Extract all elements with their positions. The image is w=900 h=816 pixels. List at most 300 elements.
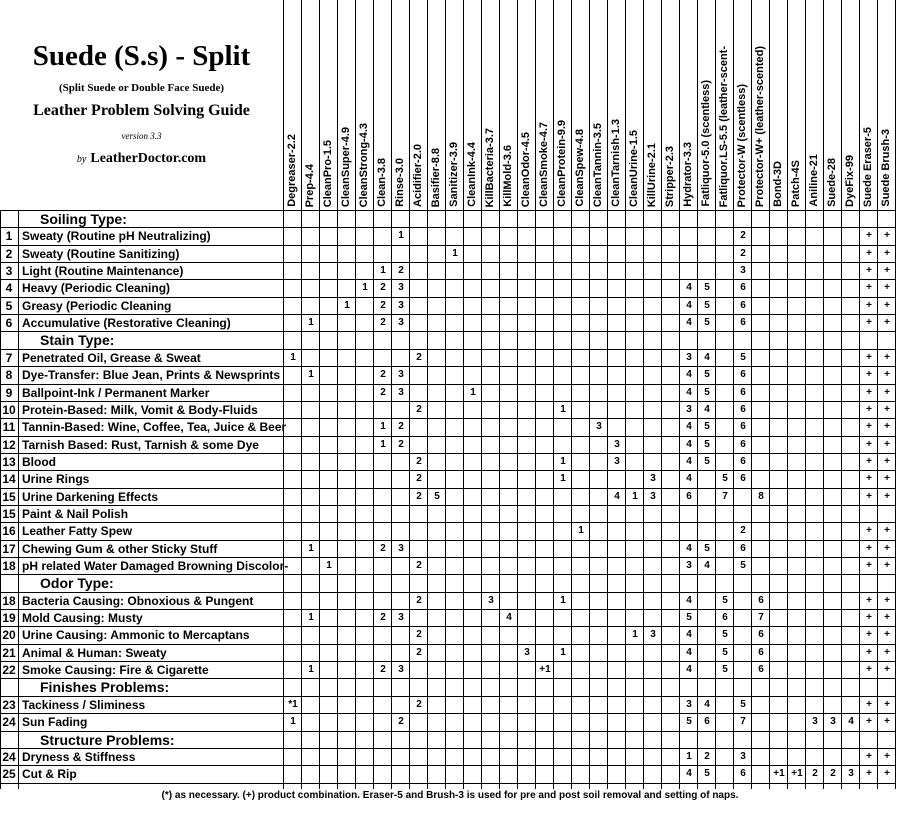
column-header-label: Prep-4.4 xyxy=(304,163,316,207)
column-header-label: CleanProtein-9.9 xyxy=(556,120,568,207)
cell-value: 7 xyxy=(740,716,746,727)
row-number: 21 xyxy=(2,646,16,660)
grid-hline xyxy=(0,661,895,662)
column-header-label: Protector-W+ (leather-scented) xyxy=(754,45,766,207)
grid-hline xyxy=(0,765,895,766)
row-number: 14 xyxy=(2,472,16,486)
cell-value: + xyxy=(884,317,890,328)
column-header xyxy=(517,0,535,210)
grid-hline xyxy=(0,227,895,228)
column-header xyxy=(661,0,679,210)
column-header-label: CleanTarnish-1.3 xyxy=(610,119,622,207)
column-header xyxy=(283,0,301,210)
row-label: Urine Rings xyxy=(22,472,90,486)
cell-value: + xyxy=(884,751,890,762)
cell-value: +1 xyxy=(539,664,551,675)
row-number: 19 xyxy=(2,611,16,625)
cell-value: 2 xyxy=(704,751,710,762)
by-label: by xyxy=(76,154,87,165)
cell-value: 4 xyxy=(686,456,692,467)
cell-value: 6 xyxy=(686,491,692,502)
cell-value: + xyxy=(884,230,890,241)
row-number: 2 xyxy=(5,247,13,261)
column-header xyxy=(841,0,859,210)
cell-value: 2 xyxy=(380,300,386,311)
cell-value: 4 xyxy=(686,595,692,606)
cell-value: 3 xyxy=(614,439,620,450)
row-label: Sweaty (Routine Sanitizing) xyxy=(22,247,180,261)
column-header xyxy=(859,0,877,210)
row-number: 8 xyxy=(5,368,13,382)
row-label: Bacteria Causing: Obnoxious & Pungent xyxy=(22,594,254,608)
cell-value: 4 xyxy=(686,473,692,484)
cell-value: + xyxy=(866,282,872,293)
cell-value: 5 xyxy=(704,439,710,450)
row-number: 12 xyxy=(2,438,16,452)
cell-value: 2 xyxy=(416,560,422,571)
cell-value: 3 xyxy=(398,369,404,380)
cell-value: 3 xyxy=(524,647,530,658)
grid-hline xyxy=(0,349,895,350)
cell-value: 3 xyxy=(398,387,404,398)
row-number: 17 xyxy=(2,542,16,556)
grid-hline xyxy=(0,453,895,454)
column-header-label: KillUrine-2.1 xyxy=(646,142,658,207)
cell-value: + xyxy=(866,369,872,380)
grid-hline xyxy=(0,488,895,489)
grid-hline xyxy=(0,331,895,332)
cell-value: + xyxy=(866,629,872,640)
cell-value: 1 xyxy=(308,543,314,554)
column-header-label: CleanPro-1.5 xyxy=(322,139,334,207)
cell-value: 4 xyxy=(686,543,692,554)
cell-value: 2 xyxy=(380,612,386,623)
cell-value: 3 xyxy=(650,491,656,502)
column-header xyxy=(751,0,769,210)
column-header xyxy=(769,0,787,210)
cell-value: 3 xyxy=(398,664,404,675)
cell-value: + xyxy=(866,352,872,363)
row-number: 11 xyxy=(2,420,16,434)
grid-vline xyxy=(517,0,518,789)
row-label: Accumulative (Restorative Cleaning) xyxy=(22,316,231,330)
cell-value: 5 xyxy=(704,456,710,467)
cell-value: + xyxy=(866,525,872,536)
cell-value: 2 xyxy=(416,404,422,415)
cell-value: + xyxy=(884,439,890,450)
cell-value: 2 xyxy=(380,387,386,398)
row-label: pH related Water Damaged Browning Discolor- xyxy=(22,559,289,573)
grid-vline xyxy=(18,210,19,789)
cell-value: 5 xyxy=(704,369,710,380)
cell-value: + xyxy=(884,300,890,311)
grid-hline xyxy=(0,609,895,610)
cell-value: + xyxy=(884,595,890,606)
cell-value: + xyxy=(866,421,872,432)
cell-value: 5 xyxy=(686,716,692,727)
column-header xyxy=(355,0,373,210)
cell-value: 1 xyxy=(632,629,638,640)
row-label: Dryness & Stiffness xyxy=(22,750,136,764)
grid-hline xyxy=(0,418,895,419)
cell-value: 2 xyxy=(416,352,422,363)
cell-value: 6 xyxy=(758,664,764,675)
cell-value: 2 xyxy=(398,421,404,432)
column-header xyxy=(643,0,661,210)
row-number: 7 xyxy=(5,351,13,365)
cell-value: + xyxy=(866,456,872,467)
grid-hline xyxy=(0,366,895,367)
column-header xyxy=(463,0,481,210)
cell-value: 6 xyxy=(740,768,746,779)
row-label: Leather Fatty Spew xyxy=(22,524,133,538)
cell-value: 4 xyxy=(686,387,692,398)
column-header-label: Aniline-21 xyxy=(808,154,820,207)
column-header-label: Bond-3D xyxy=(772,161,784,207)
cell-value: + xyxy=(866,612,872,623)
cell-value: 6 xyxy=(740,369,746,380)
row-label: Urine Causing: Ammonic to Mercaptans xyxy=(22,628,250,642)
cell-value: + xyxy=(884,473,890,484)
section-heading: Soiling Type: xyxy=(40,211,127,227)
cell-value: + xyxy=(866,768,872,779)
row-label: Urine Darkening Effects xyxy=(22,490,159,504)
column-header xyxy=(409,0,427,210)
grid-vline xyxy=(355,0,356,789)
cell-value: 2 xyxy=(398,716,404,727)
column-header xyxy=(481,0,499,210)
cell-value: + xyxy=(884,421,890,432)
cell-value: 2 xyxy=(380,543,386,554)
grid-vline xyxy=(805,0,806,789)
cell-value: + xyxy=(884,369,890,380)
cell-value: 4 xyxy=(848,716,854,727)
cell-value: 3 xyxy=(830,716,836,727)
column-header xyxy=(697,0,715,210)
cell-value: 5 xyxy=(722,647,728,658)
grid-hline xyxy=(0,696,895,697)
column-header xyxy=(553,0,571,210)
cell-value: 3 xyxy=(686,352,692,363)
column-header-label: CleanUrine-1.5 xyxy=(628,129,640,207)
grid-vline xyxy=(571,0,572,789)
column-header-label: KillBacteria-3.7 xyxy=(484,127,496,207)
cell-value: 2 xyxy=(812,768,818,779)
cell-value: + xyxy=(884,768,890,779)
column-header xyxy=(715,0,733,210)
grid-vline xyxy=(427,0,428,789)
footer-note: (*) as necessary. (+) product combination. Eraser-5 and Brush-3 is used for pre and post soil removal and setting of naps. xyxy=(161,790,739,801)
row-label: Paint & Nail Polish xyxy=(22,507,129,521)
column-header-label: Stripper-2.3 xyxy=(664,145,676,207)
cell-value: 6 xyxy=(740,473,746,484)
cell-value: 1 xyxy=(632,491,638,502)
column-header-label: CleanSmoke-4.7 xyxy=(538,122,550,207)
cell-value: 4 xyxy=(686,629,692,640)
cell-value: 5 xyxy=(686,612,692,623)
cell-value: + xyxy=(866,716,872,727)
grid-vline xyxy=(661,0,662,789)
cell-value: 3 xyxy=(398,543,404,554)
grid-hline xyxy=(0,748,895,749)
row-number: 16 xyxy=(2,524,16,538)
cell-value: + xyxy=(866,543,872,554)
brand-name: LeatherDoctor.com xyxy=(90,151,207,166)
cell-value: + xyxy=(884,664,890,675)
cell-value: 4 xyxy=(686,282,692,293)
column-header xyxy=(337,0,355,210)
column-header xyxy=(319,0,337,210)
column-header xyxy=(589,0,607,210)
cell-value: + xyxy=(866,387,872,398)
grid-vline xyxy=(337,0,338,789)
grid-hline xyxy=(0,574,895,575)
cell-value: 7 xyxy=(722,491,728,502)
cell-value: 2 xyxy=(416,473,422,484)
cell-value: 4 xyxy=(704,560,710,571)
cell-value: 4 xyxy=(686,439,692,450)
row-label: Chewing Gum & other Sticky Stuff xyxy=(22,542,218,556)
cell-value: 1 xyxy=(308,612,314,623)
column-header xyxy=(787,0,805,210)
cell-value: 2 xyxy=(398,439,404,450)
cell-value: 6 xyxy=(740,282,746,293)
cell-value: + xyxy=(884,716,890,727)
cell-value: + xyxy=(884,629,890,640)
grid-hline xyxy=(0,279,895,280)
cell-value: 5 xyxy=(704,768,710,779)
column-header-label: Hydrator-3.3 xyxy=(682,142,694,207)
grid-vline xyxy=(283,0,284,789)
cell-value: + xyxy=(884,699,890,710)
page-title: Suede (S.s) - Split xyxy=(32,40,251,72)
row-label: Tannin-Based: Wine, Coffee, Tea, Juice & Beer xyxy=(22,420,287,434)
cell-value: + xyxy=(884,248,890,259)
cell-value: + xyxy=(866,595,872,606)
column-header-label: CleanInk-4.4 xyxy=(466,142,478,207)
cell-value: 2 xyxy=(398,265,404,276)
row-label: Tackiness / Sliminess xyxy=(22,698,146,712)
column-header-label: KillMold-3.6 xyxy=(502,145,514,207)
cell-value: 4 xyxy=(686,317,692,328)
grid-hline xyxy=(0,783,895,784)
grid-hline xyxy=(0,592,895,593)
column-header-label: CleanTannin-3.5 xyxy=(592,122,604,207)
cell-value: 4 xyxy=(686,369,692,380)
column-header xyxy=(823,0,841,210)
cell-value: 5 xyxy=(704,387,710,398)
grid-vline xyxy=(625,0,626,789)
column-header-label: Degreaser-2.2 xyxy=(286,134,298,207)
cell-value: + xyxy=(884,560,890,571)
cell-value: 3 xyxy=(614,456,620,467)
cell-value: 4 xyxy=(686,768,692,779)
column-header-label: CleanStrong-4.3 xyxy=(358,122,370,207)
column-header xyxy=(571,0,589,210)
cell-value: 5 xyxy=(740,560,746,571)
cell-value: + xyxy=(866,265,872,276)
cell-value: + xyxy=(884,543,890,554)
cell-value: 1 xyxy=(344,300,350,311)
grid-vline xyxy=(499,0,500,789)
grid-vline xyxy=(589,0,590,789)
row-number: 15 xyxy=(2,507,16,521)
grid-hline xyxy=(0,557,895,558)
column-header-label: Clean-3.8 xyxy=(376,158,388,207)
grid-vline xyxy=(445,0,446,789)
column-header-label: Suede Eraser-5 xyxy=(862,126,874,207)
cell-value: 3 xyxy=(398,317,404,328)
cell-value: 5 xyxy=(704,300,710,311)
column-header xyxy=(499,0,517,210)
grid-vline xyxy=(643,0,644,789)
column-header xyxy=(805,0,823,210)
row-number: 23 xyxy=(2,698,16,712)
cell-value: + xyxy=(884,352,890,363)
row-label: Greasy (Periodic Cleaning xyxy=(22,299,172,313)
column-header-label: Basifier-8.8 xyxy=(430,147,442,207)
cell-value: 1 xyxy=(308,369,314,380)
cell-value: 1 xyxy=(560,456,566,467)
cell-value: + xyxy=(866,230,872,241)
cell-value: 2 xyxy=(416,595,422,606)
cell-value: + xyxy=(884,525,890,536)
section-heading: Odor Type: xyxy=(40,575,114,592)
grid-hline xyxy=(0,401,895,402)
cell-value: + xyxy=(866,699,872,710)
grid-hline xyxy=(0,470,895,471)
row-number: 18 xyxy=(2,594,16,608)
grid-hline xyxy=(0,384,895,385)
column-header-label: CleanSuper-4.9 xyxy=(340,126,352,207)
cell-value: 6 xyxy=(722,612,728,623)
cell-value: 6 xyxy=(740,456,746,467)
cell-value: 1 xyxy=(308,664,314,675)
cell-value: + xyxy=(866,473,872,484)
row-number: 13 xyxy=(2,455,16,469)
cell-value: 5 xyxy=(434,491,440,502)
cell-value: + xyxy=(884,647,890,658)
cell-value: 1 xyxy=(398,230,404,241)
row-number: 10 xyxy=(2,403,16,417)
cell-value: + xyxy=(866,439,872,450)
cell-value: 4 xyxy=(686,647,692,658)
cell-value: + xyxy=(884,265,890,276)
cell-value: + xyxy=(866,751,872,762)
cell-value: 6 xyxy=(740,387,746,398)
row-label: Sun Fading xyxy=(22,715,88,729)
cell-value: 6 xyxy=(758,647,764,658)
row-label: Penetrated Oil, Grease & Sweat xyxy=(22,351,201,365)
cell-value: +1 xyxy=(791,768,803,779)
cell-value: 2 xyxy=(380,317,386,328)
column-header-label: Acidifier-2.0 xyxy=(412,144,424,207)
column-header xyxy=(877,0,895,210)
cell-value: 6 xyxy=(758,629,764,640)
cell-value: 3 xyxy=(398,300,404,311)
column-header xyxy=(445,0,463,210)
cell-value: 1 xyxy=(362,282,368,293)
cell-value: + xyxy=(866,491,872,502)
column-header xyxy=(607,0,625,210)
cell-value: 1 xyxy=(290,716,296,727)
cell-value: 4 xyxy=(506,612,512,623)
column-header xyxy=(535,0,553,210)
cell-value: 1 xyxy=(380,265,386,276)
row-number: 1 xyxy=(5,229,13,243)
cell-value: 1 xyxy=(560,647,566,658)
grid-hline xyxy=(0,297,895,298)
cell-value: 5 xyxy=(704,282,710,293)
cell-value: 3 xyxy=(740,265,746,276)
cell-value: 2 xyxy=(416,647,422,658)
cell-value: 1 xyxy=(380,421,386,432)
column-header-label: Suede Brush-3 xyxy=(880,129,892,207)
cell-value: 5 xyxy=(740,352,746,363)
section-heading: Finishes Problems: xyxy=(40,679,170,696)
cell-value: 3 xyxy=(650,473,656,484)
cell-value: 1 xyxy=(452,248,458,259)
column-header xyxy=(301,0,319,210)
row-label: Mold Causing: Musty xyxy=(22,611,143,625)
cell-value: 2 xyxy=(416,491,422,502)
cell-value: 4 xyxy=(686,421,692,432)
cell-value: 4 xyxy=(704,699,710,710)
column-header-label: Protector-W (scentless) xyxy=(736,83,748,207)
cell-value: 3 xyxy=(812,716,818,727)
row-label: Tarnish Based: Rust, Tarnish & some Dye xyxy=(22,438,259,452)
cell-value: 1 xyxy=(290,352,296,363)
row-number: 18 xyxy=(2,559,16,573)
cell-value: 2 xyxy=(740,230,746,241)
cell-value: + xyxy=(866,317,872,328)
cell-value: 5 xyxy=(704,543,710,554)
grid-hline xyxy=(0,644,895,645)
cell-value: 4 xyxy=(614,491,620,502)
row-number: 25 xyxy=(2,767,16,781)
row-label: Heavy (Periodic Cleaning) xyxy=(22,281,171,295)
cell-value: 5 xyxy=(704,421,710,432)
cell-value: 3 xyxy=(398,612,404,623)
column-header xyxy=(679,0,697,210)
cell-value: 3 xyxy=(686,699,692,710)
cell-value: + xyxy=(866,560,872,571)
cell-value: 3 xyxy=(686,404,692,415)
column-header-label: Patch-4S xyxy=(790,159,802,207)
cell-value: 2 xyxy=(416,456,422,467)
cell-value: 1 xyxy=(326,560,332,571)
version-label: version 3.3 xyxy=(121,131,162,141)
cell-value: 5 xyxy=(740,699,746,710)
column-header xyxy=(391,0,409,210)
cell-value: 6 xyxy=(740,439,746,450)
cell-value: 5 xyxy=(722,595,728,606)
column-header xyxy=(733,0,751,210)
cell-value: 2 xyxy=(380,282,386,293)
section-heading: Structure Problems: xyxy=(40,731,175,748)
cell-value: 4 xyxy=(704,404,710,415)
cell-value: 4 xyxy=(686,300,692,311)
row-number: 5 xyxy=(5,299,13,313)
column-header-label: CleanSpew-4.8 xyxy=(574,129,586,207)
grid-vline xyxy=(841,0,842,789)
cell-value: 6 xyxy=(740,317,746,328)
grid-vline xyxy=(607,0,608,789)
cell-value: + xyxy=(866,248,872,259)
cell-value: 3 xyxy=(398,282,404,293)
row-label: Animal & Human: Sweaty xyxy=(22,646,167,660)
cell-value: 5 xyxy=(722,629,728,640)
